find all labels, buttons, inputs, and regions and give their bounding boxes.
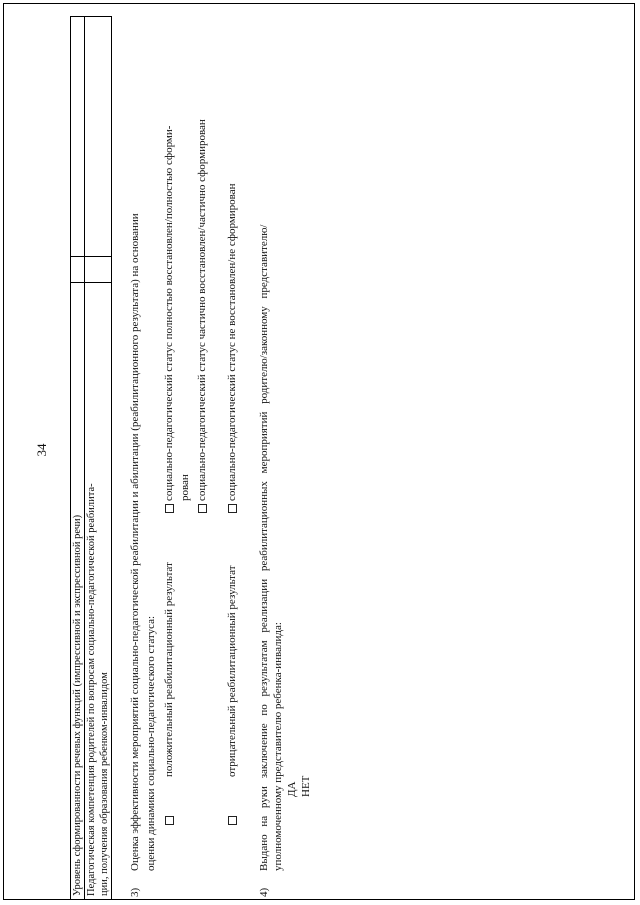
status-fully-restored-line1: социально-педагогический статус полностью восстановлен/полностью сформи- bbox=[163, 125, 175, 501]
status-fully-restored-line2: рован bbox=[179, 474, 191, 501]
status-not-restored-checkbox[interactable] bbox=[228, 504, 237, 513]
table-cell-empty bbox=[71, 256, 85, 283]
positive-result-checkbox[interactable] bbox=[165, 816, 174, 825]
section4-line2: уполномоченному представителю ребенка-инвалида: bbox=[272, 622, 284, 871]
page-number: 34 bbox=[34, 443, 49, 457]
negative-result-label: отрицательный реабилитационный результат bbox=[226, 565, 238, 777]
status-partially-restored-label: социально-педагогический статус частично восстановлен/частично сформирован bbox=[196, 119, 208, 501]
section3-heading-line1: Оценка эффективности мероприятий социально-педагогической реабилитации и абилитации (реабилитационного результата) на основании bbox=[129, 213, 141, 871]
answer-no: НЕТ bbox=[300, 775, 312, 797]
section4-line1: Выдано на руки заключение по результатам реализации реабилитационных мероприятий родителю/законному представителю/ bbox=[258, 224, 270, 871]
table-cell-empty bbox=[85, 17, 112, 257]
status-partially-restored-checkbox[interactable] bbox=[198, 504, 207, 513]
section3-heading-line2: оценки динамики социально-педагогического статуса: bbox=[145, 615, 157, 871]
table-row bbox=[71, 17, 85, 900]
assessment-table bbox=[70, 16, 112, 900]
answer-yes: ДА bbox=[286, 781, 298, 797]
table-row bbox=[85, 17, 112, 900]
status-not-restored-label: социально-педагогический статус не восстановлен/не сформирован bbox=[226, 183, 238, 501]
rotated-content bbox=[4, 9, 640, 905]
table-cell-label: Уровень сформированности речевых функций (импрессивной и экспрессивной речи) bbox=[71, 283, 85, 900]
positive-result-label: положительный реабилитационный результат bbox=[163, 562, 175, 777]
section4-number: 4) bbox=[258, 887, 270, 897]
table-cell-empty bbox=[85, 256, 112, 283]
table-cell-empty bbox=[71, 17, 85, 257]
table-cell-label: Педагогическая компетенция родителей по вопросам социально-педагогической реабилита- ции, получения образования ребенком-инвалидом bbox=[85, 283, 112, 900]
negative-result-checkbox[interactable] bbox=[228, 816, 237, 825]
section3-number: 3) bbox=[129, 887, 141, 897]
status-fully-restored-checkbox[interactable] bbox=[165, 504, 174, 513]
document-page bbox=[3, 3, 635, 900]
